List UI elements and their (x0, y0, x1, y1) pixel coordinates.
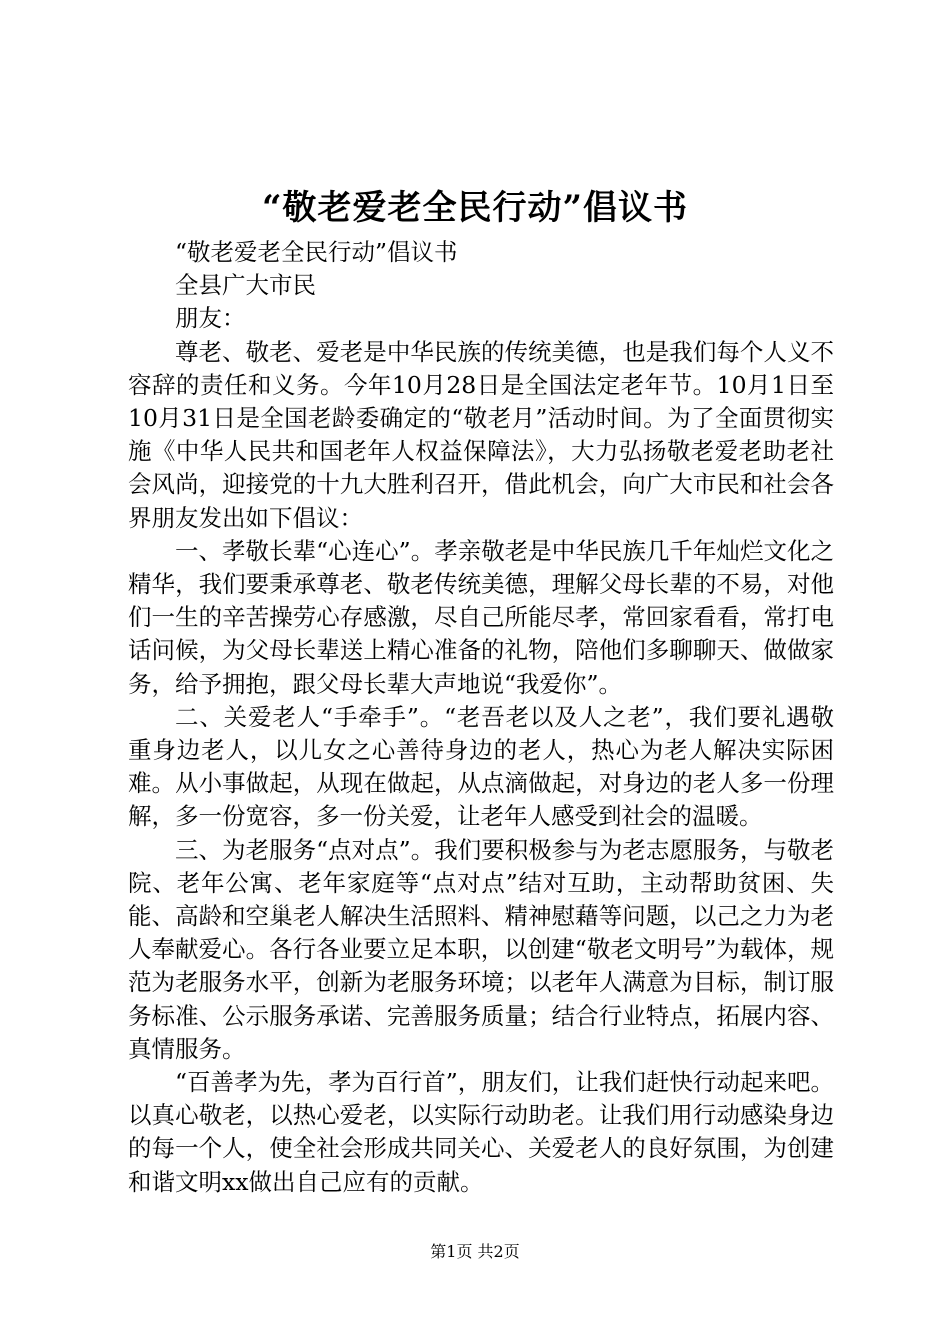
salutation-line-1: 全县广大市民 (175, 271, 316, 300)
proposal-1-paragraph: 一、孝敬长辈“心连心”。孝亲敬老是中华民族几千年灿烂文化之精华，我们要秉承尊老、敬老传统美德，理解父母长辈的不易，对他们一生的辛苦操劳心存感激，尽自己所能尽孝，常回家看看，常打电话问候，为父母长辈送上精心准备的礼物，陪他们多聊聊天、做做家务，给予拥抱，跟父母长辈大声地说“我爱你”。 (128, 536, 834, 698)
salutation-line-2: 朋友： (175, 304, 246, 333)
page-footer: 第1页 共2页 (430, 1242, 520, 1261)
proposal-2-paragraph: 二、关爱老人“手牵手”。“老吾老以及人之老”，我们要礼遇敬重身边老人，以儿女之心善待身边的老人，热心为老人解决实际困难。从小事做起，从现在做起，从点滴做起，对身边的老人多一份理解，多一份宽容，多一份关爱，让老年人感受到社会的温暖。 (128, 702, 834, 831)
closing-paragraph: “百善孝为先，孝为百行首”，朋友们，让我们赶快行动起来吧。以真心敬老，以热心爱老，以实际行动助老。让我们用行动感染身边的每一个人，使全社会形成共同关心、关爱老人的良好氛围，为创建和谐文明xx做出自己应有的贡献。 (128, 1068, 834, 1196)
document-body (128, 236, 834, 1199)
document-title: “敬老爱老全民行动”倡议书 (261, 188, 689, 228)
proposal-3-paragraph: 三、为老服务“点对点”。我们要积极参与为老志愿服务，与敬老院、老年公寓、老年家庭等“点对点”结对互助，主动帮助贫困、失能、高龄和空巢老人解决生活照料、精神慰藉等问题，以己之力为老人奉献爱心。各行各业要立足本职，以创建“敬老文明号”为载体，规范为老服务水平，创新为老服务环境；以老年人满意为目标，制订服务标准、公示服务承诺、完善服务质量；结合行业特点，拓展内容、真情服务。 (128, 835, 834, 1063)
subtitle-paragraph: “敬老爱老全民行动”倡议书 (175, 238, 458, 266)
intro-paragraph: 尊老、敬老、爱老是中华民族的传统美德，也是我们每个人义不容辞的责任和义务。今年10月28日是全国法定老年节。10月1日至10月31日是全国老龄委确定的“敬老月”活动时间。为了全面贯彻实施《中华人民共和国老年人权益保障法》，大力弘扬敬老爱老助老社会风尚，迎接党的十九大胜利召开，借此机会，向广大市民和社会各界朋友发出如下倡议： (128, 337, 834, 532)
